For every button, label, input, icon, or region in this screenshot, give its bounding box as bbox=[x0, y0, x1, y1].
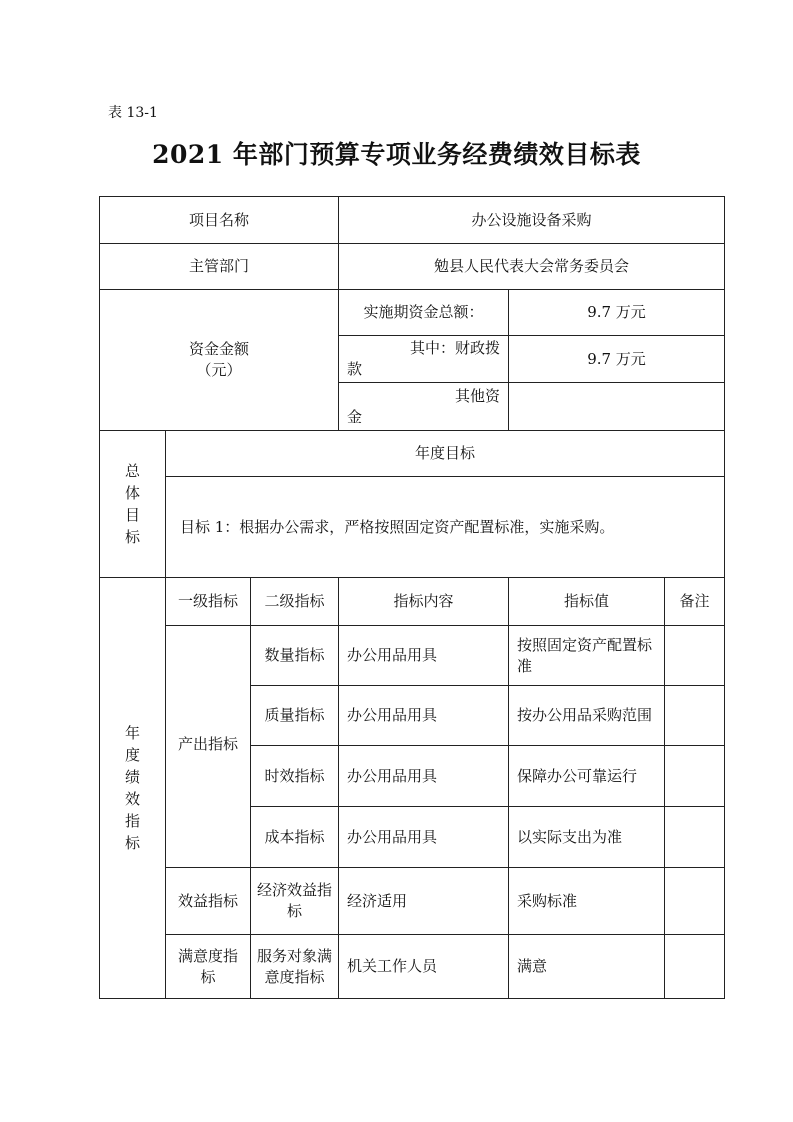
table-row-content: 办公用品用具 bbox=[338, 685, 509, 746]
overall-goal-char: 体 bbox=[124, 484, 140, 502]
header-content: 指标内容 bbox=[338, 577, 509, 626]
page-title: 2021 年部门预算专项业务经费绩效目标表 bbox=[152, 140, 641, 169]
table-row-value: 按照固定资产配置标准 bbox=[508, 625, 665, 686]
table-row-value: 采购标准 bbox=[508, 867, 665, 935]
fiscal-funds-label bbox=[338, 335, 509, 383]
annual-indicators-char: 度 bbox=[124, 746, 140, 764]
table-row-level2: 时效指标 bbox=[250, 745, 339, 807]
fiscal-funds-label-b: 款 bbox=[347, 360, 363, 378]
table-row-value: 满意 bbox=[508, 934, 665, 999]
table-row-remark bbox=[664, 745, 725, 807]
table-row-value: 按办公用品采购范围 bbox=[508, 685, 665, 746]
annual-goal-label: 年度目标 bbox=[165, 430, 725, 477]
annual-goal-text: 目标 1：根据办公需求，严格按照固定资产配置标准，实施采购。 bbox=[165, 476, 725, 578]
annual-indicators-char: 标 bbox=[124, 834, 140, 852]
funds-label-line2: （元） bbox=[196, 361, 242, 379]
overall-goal-char: 标 bbox=[124, 528, 140, 546]
table-row-value: 以实际支出为准 bbox=[508, 806, 665, 868]
header-remark: 备注 bbox=[664, 577, 725, 626]
satisfaction-label-b: 标 bbox=[200, 967, 216, 986]
other-funds-value bbox=[508, 382, 725, 431]
overall-goal-char: 目 bbox=[124, 506, 140, 524]
fiscal-funds-value: 9.7 万元 bbox=[508, 335, 725, 383]
table-row-remark bbox=[664, 685, 725, 746]
annual-indicators-char: 年 bbox=[124, 724, 140, 742]
annual-indicators-label bbox=[99, 577, 166, 999]
output-indicator-label: 产出指标 bbox=[165, 625, 251, 868]
project-name-value: 办公设施设备采购 bbox=[338, 196, 725, 244]
table-row-remark bbox=[664, 625, 725, 686]
overall-goal-char: 总 bbox=[124, 462, 140, 480]
other-funds-label-a: 其他资 bbox=[454, 386, 500, 405]
performance-table bbox=[100, 197, 725, 999]
table-row-level2: 数量指标 bbox=[250, 625, 339, 686]
department-label: 主管部门 bbox=[99, 243, 339, 290]
annual-indicators-char: 效 bbox=[124, 790, 140, 808]
table-row-level2: 质量指标 bbox=[250, 685, 339, 746]
table-row-content: 机关工作人员 bbox=[338, 934, 509, 999]
other-funds-label bbox=[338, 382, 509, 431]
annual-indicators-char: 指 bbox=[124, 812, 140, 830]
funds-label bbox=[99, 289, 339, 431]
header-level2: 二级指标 bbox=[250, 577, 339, 626]
table-row-content: 办公用品用具 bbox=[338, 625, 509, 686]
table-row-level2: 经济效益指标 bbox=[250, 867, 339, 935]
satisfaction-indicator-label bbox=[165, 934, 251, 999]
total-funds-label: 实施期资金总额： bbox=[338, 289, 509, 336]
table-row-remark bbox=[664, 867, 725, 935]
funds-label-line1: 资金金额 bbox=[188, 340, 249, 358]
table-row-remark bbox=[664, 806, 725, 868]
satisfaction-label-a: 满意度指 bbox=[177, 946, 238, 965]
table-row-content: 办公用品用具 bbox=[338, 745, 509, 807]
table-row-level2: 成本指标 bbox=[250, 806, 339, 868]
annual-indicators-char: 绩 bbox=[124, 768, 140, 786]
benefit-indicator-label: 效益指标 bbox=[165, 867, 251, 935]
table-number: 表 13-1 bbox=[108, 105, 158, 121]
table-row-content: 经济适用 bbox=[338, 867, 509, 935]
total-funds-value: 9.7 万元 bbox=[508, 289, 725, 336]
department-value: 勉县人民代表大会常务委员会 bbox=[338, 243, 725, 290]
project-name-label: 项目名称 bbox=[99, 196, 339, 244]
header-value: 指标值 bbox=[508, 577, 665, 626]
table-row-content: 办公用品用具 bbox=[338, 806, 509, 868]
overall-goal-label bbox=[99, 430, 166, 578]
table-row-remark bbox=[664, 934, 725, 999]
table-row-value: 保障办公可靠运行 bbox=[508, 745, 665, 807]
fiscal-funds-label-a: 其中：财政拨 bbox=[409, 339, 500, 357]
header-level1: 一级指标 bbox=[165, 577, 251, 626]
other-funds-label-b: 金 bbox=[347, 407, 363, 426]
table-row-level2: 服务对象满意度指标 bbox=[250, 934, 339, 999]
